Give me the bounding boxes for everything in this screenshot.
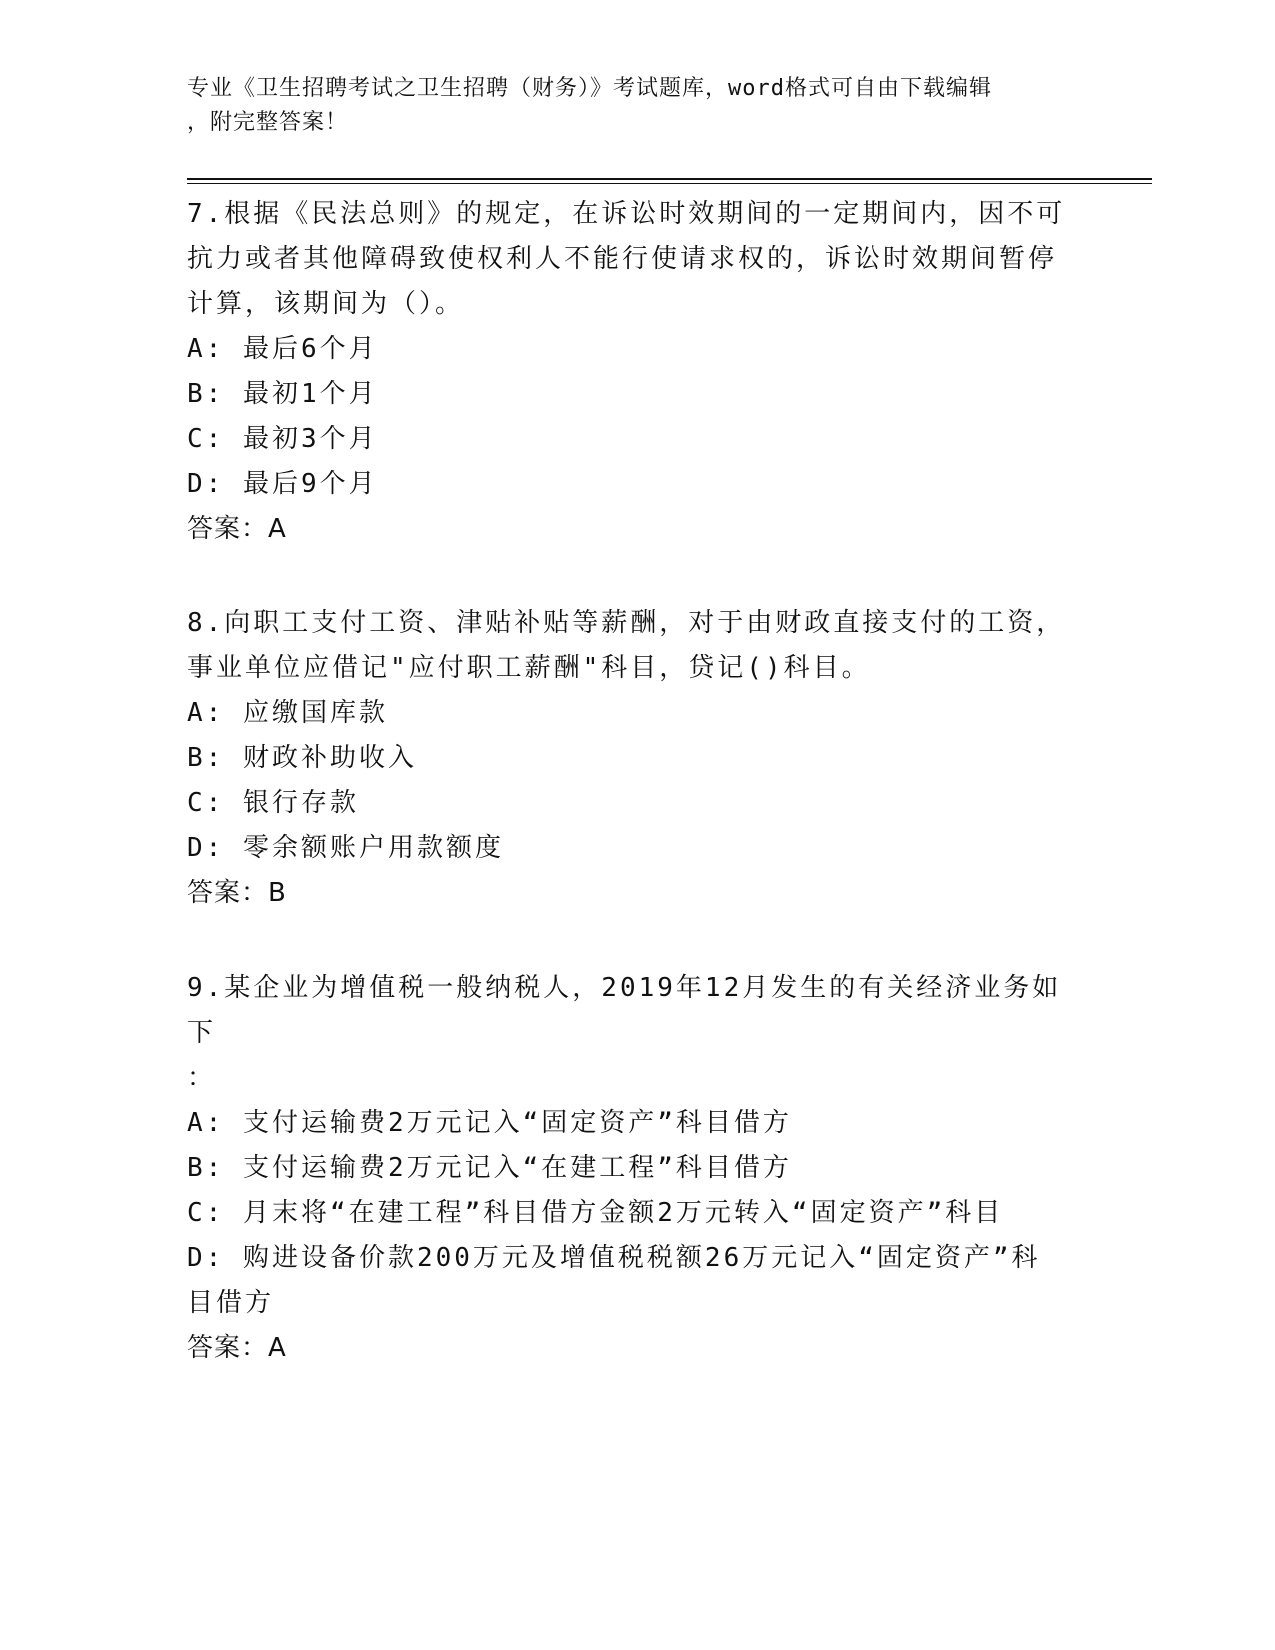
option-a: A: 最后6个月	[187, 334, 378, 364]
header-divider-thick	[187, 178, 1152, 180]
answer-label: 答案：A	[187, 514, 287, 544]
option-b: B: 最初1个月	[187, 379, 378, 409]
option-c: C: 月末将“在建工程”科目借方金额2万元转入“固定资产”科目	[187, 1198, 1004, 1228]
option-d: D: 最后9个月	[187, 469, 378, 499]
question-stem-line: 8.向职工支付工资、津贴补贴等薪酬，对于由财政直接支付的工资，	[187, 608, 1066, 638]
question-stem-line: 7.根据《民法总则》的规定，在诉讼时效期间的一定期间内，因不可	[187, 199, 1066, 229]
option-d: D: 零余额账户用款额度	[187, 833, 504, 863]
question-9	[187, 966, 1087, 1371]
header-divider-thin	[187, 183, 1152, 184]
question-7	[187, 192, 1087, 552]
header-line-2: ，附完整答案！	[187, 110, 349, 135]
answer-label: 答案：A	[187, 1333, 287, 1363]
option-c: C: 最初3个月	[187, 424, 378, 454]
question-stem-line: ：	[187, 1063, 217, 1093]
option-b: B: 财政补助收入	[187, 743, 417, 773]
question-stem-line: 9.某企业为增值税一般纳税人，2019年12月发生的有关经济业务如下	[187, 973, 1062, 1048]
question-stem-line: 抗力或者其他障碍致使权利人不能行使请求权的，诉讼时效期间暂停	[187, 244, 1058, 274]
option-d: D: 购进设备价款200万元及增值税税额26万元记入“固定资产”科	[187, 1243, 1041, 1273]
question-stem-line: 事业单位应借记"应付职工薪酬"科目，贷记()科目。	[187, 653, 871, 683]
option-a: A: 支付运输费2万元记入“固定资产”科目借方	[187, 1108, 792, 1138]
option-b: B: 支付运输费2万元记入“在建工程”科目借方	[187, 1153, 792, 1183]
question-stem-line: 计算，该期间为（）。	[187, 289, 465, 319]
question-8	[187, 601, 1087, 916]
option-d-continued: 目借方	[187, 1288, 275, 1318]
header-line-1: 专业《卫生招聘考试之卫生招聘（财务）》考试题库，word格式可自由下载编辑	[187, 76, 992, 101]
answer-label: 答案：B	[187, 878, 287, 908]
option-a: A: 应缴国库款	[187, 698, 388, 728]
option-c: C: 银行存款	[187, 788, 359, 818]
document-header	[187, 72, 1087, 140]
